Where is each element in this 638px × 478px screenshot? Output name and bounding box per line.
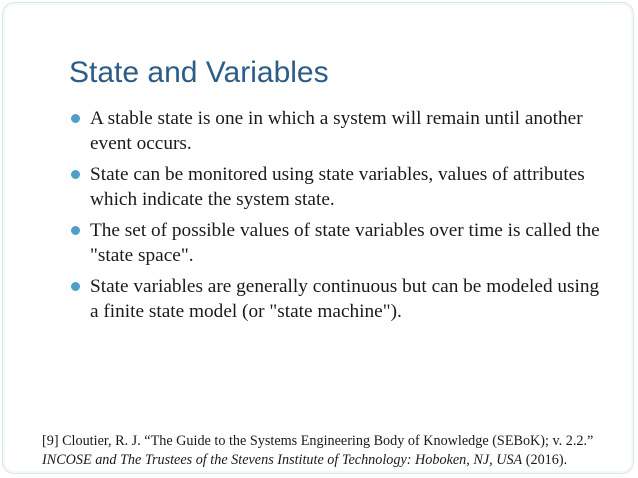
bullet-item <box>71 106 611 156</box>
bullet-text: State variables are generally continuous but can be modeled using a finite state model (or "state machine"). <box>90 276 600 322</box>
bullet-item <box>71 162 611 212</box>
bullet-item <box>71 274 611 324</box>
bullet-dot-icon <box>71 170 80 179</box>
slide-title: State and Variables <box>69 56 329 89</box>
reference-suffix: (2016). <box>522 452 568 468</box>
bullet-dot-icon <box>71 226 80 235</box>
reference-citation <box>42 432 602 470</box>
bullet-text: A stable state is one in which a system will remain until another event occurs. <box>90 108 583 154</box>
bullet-list <box>71 106 611 330</box>
bullet-dot-icon <box>71 114 80 123</box>
bullet-text: The set of possible values of state variables over time is called the "state space". <box>90 220 600 266</box>
reference-publisher: INCOSE and The Trustees of the Stevens Institute of Technology: Hoboken, NJ, USA <box>42 452 523 468</box>
bullet-dot-icon <box>71 282 80 291</box>
bullet-item <box>71 218 611 268</box>
reference-prefix: [9] Cloutier, R. J. “The Guide to the Systems Engineering Body of Knowledge (SEBoK); v. 2.2.” <box>42 433 594 449</box>
bullet-text: State can be monitored using state variables, values of attributes which indicate the system state. <box>90 164 585 210</box>
